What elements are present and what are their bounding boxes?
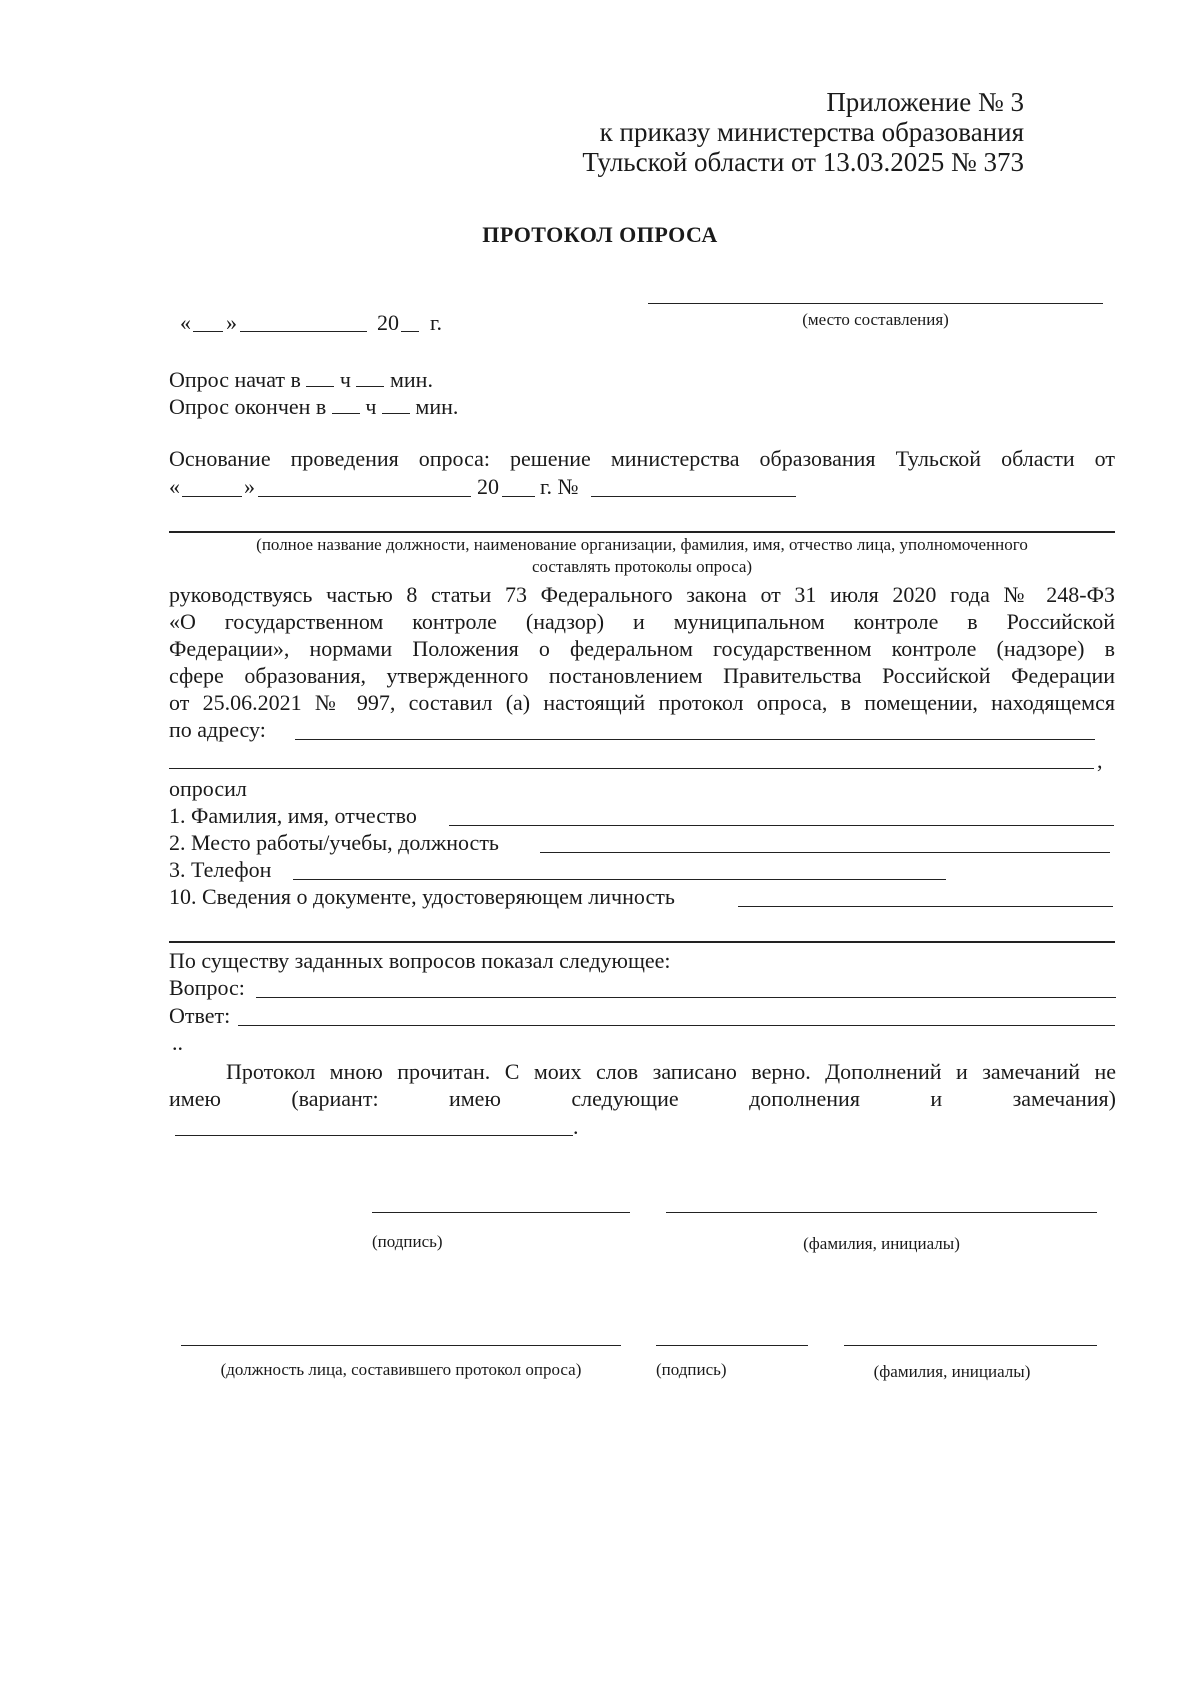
basis-quote-close: »: [244, 474, 255, 499]
date-year-suffix: г.: [430, 310, 443, 335]
field-full-name-label: 1. Фамилия, имя, отчество: [169, 803, 417, 828]
basis-line: Основание проведения опроса: решение министерства образования Тульской области от: [169, 446, 1115, 471]
date-month-blank[interactable]: [240, 331, 367, 332]
time-start-minutes-blank[interactable]: [356, 368, 384, 387]
official-signature-caption: (подпись): [656, 1360, 727, 1379]
address-blank-1[interactable]: [295, 739, 1095, 740]
signature-blank[interactable]: [372, 1212, 630, 1213]
body-line-1: руководствуясь частью 8 статьи 73 Федерального закона от 31 июля 2020 года № 248-ФЗ: [169, 582, 1115, 607]
basis-number-blank[interactable]: [591, 496, 796, 497]
address-blank-2[interactable]: [169, 768, 1094, 769]
testimony-intro: По существу заданных вопросов показал следующее:: [169, 948, 671, 973]
time-end-row: [169, 394, 458, 420]
place-blank[interactable]: [648, 303, 1103, 304]
field-workplace-label: 2. Место работы/учебы, должность: [169, 830, 499, 855]
page-title: ПРОТОКОЛ ОПРОСА: [482, 222, 718, 247]
field-phone-label: 3. Телефон: [169, 857, 272, 882]
time-start-label: Опрос начат в: [169, 367, 301, 392]
signature-caption: (подпись): [372, 1232, 443, 1251]
interviewee-heading: опросил: [169, 776, 247, 801]
statement-line-1: Протокол мною прочитан. С моих слов записано верно. Дополнений и замечаний не: [226, 1059, 1116, 1084]
official-blank[interactable]: [169, 531, 1115, 533]
field-workplace-blank[interactable]: [540, 852, 1110, 853]
field-id-document-blank[interactable]: [738, 906, 1113, 907]
date-close-quote: »: [226, 310, 237, 335]
section-divider: [169, 941, 1115, 943]
appendix-order-line: к приказу министерства образования: [599, 117, 1024, 147]
body-line-4: сфере образования, утвержденного постановлением Правительства Российской Федерации: [169, 663, 1115, 688]
time-end-hours-unit: ч: [365, 394, 377, 419]
place-caption: (место составления): [802, 310, 949, 329]
statement-blank[interactable]: [175, 1135, 573, 1136]
address-label: по адресу:: [169, 717, 266, 742]
time-start-minutes-unit: мин.: [389, 367, 433, 392]
time-end-minutes-unit: мин.: [415, 394, 459, 419]
official-name-caption: (фамилия, инициалы): [873, 1362, 1031, 1381]
official-signature-blank[interactable]: [656, 1345, 808, 1346]
address-comma: ,: [1097, 748, 1103, 773]
testimony-ellipsis: ..: [172, 1030, 183, 1055]
time-start-hours-unit: ч: [339, 367, 351, 392]
date-year-prefix: 20: [377, 310, 399, 335]
date-day-blank[interactable]: [193, 331, 223, 332]
basis-day-blank[interactable]: [182, 496, 242, 497]
answer-blank[interactable]: [238, 1025, 1115, 1026]
time-end-minutes-blank[interactable]: [382, 395, 410, 414]
question-label: Вопрос:: [169, 975, 245, 1000]
field-id-document-label: 10. Сведения о документе, удостоверяющем личность: [169, 884, 675, 909]
body-line-2: «О государственном контроле (надзор) и муниципальном контроле в Российской: [169, 609, 1115, 634]
appendix-number: Приложение № 3: [826, 87, 1024, 117]
signature-name-caption: (фамилия, инициалы): [803, 1234, 960, 1253]
statement-line-2: имею (вариант: имею следующие дополнения и замечания): [169, 1086, 1116, 1111]
question-blank[interactable]: [256, 997, 1116, 998]
field-full-name-blank[interactable]: [449, 825, 1114, 826]
official-name-blank[interactable]: [844, 1345, 1097, 1346]
date-open-quote: «: [180, 310, 191, 335]
basis-year-number: г. №: [540, 474, 579, 499]
official-caption-line2: составлять протоколы опроса): [531, 557, 753, 576]
statement-end-dot: .: [573, 1114, 579, 1139]
basis-month-blank[interactable]: [258, 496, 471, 497]
basis-year-prefix: 20: [477, 474, 499, 499]
appendix-region-line: Тульской области от 13.03.2025 № 373: [582, 147, 1024, 177]
official-position-blank[interactable]: [181, 1345, 621, 1346]
date-year-blank[interactable]: [401, 331, 419, 332]
official-position-caption: (должность лица, составившего протокол опроса): [220, 1360, 582, 1379]
time-start-hours-blank[interactable]: [306, 368, 334, 387]
body-line-5: от 25.06.2021 № 997, составил (а) настоящий протокол опроса, в помещении, находящемся: [169, 690, 1115, 715]
basis-year-blank[interactable]: [502, 496, 535, 497]
time-end-label: Опрос окончен в: [169, 394, 327, 419]
signature-name-blank[interactable]: [666, 1212, 1097, 1213]
field-phone-blank[interactable]: [293, 879, 946, 880]
time-start-row: [169, 367, 433, 393]
time-end-hours-blank[interactable]: [332, 395, 360, 414]
official-caption-line1: (полное название должности, наименование организации, фамилия, имя, отчество лица, уполномоченного: [256, 535, 1028, 554]
basis-quote-open: «: [169, 474, 180, 499]
answer-label: Ответ:: [169, 1003, 231, 1028]
body-line-3: Федерации», нормами Положения о федеральном государственном контроле (надзоре) в: [169, 636, 1115, 661]
